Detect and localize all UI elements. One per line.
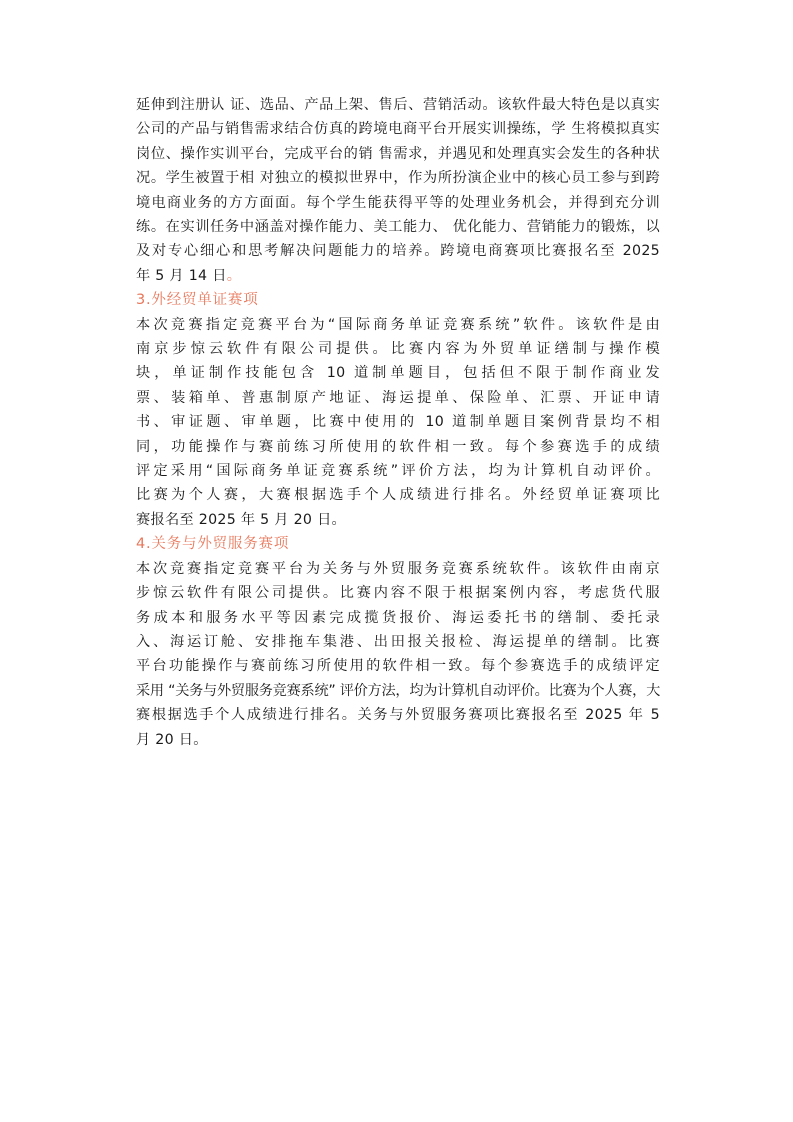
paragraph-line-text: 年 5 月 14 日 (136, 267, 227, 284)
trailing-period: 。 (226, 267, 242, 284)
paragraph-line: 南京步惊云软件有限公司提供。比赛内容为外贸单证缮制与操作模 (136, 341, 660, 358)
paragraph-line: 公司的产品与销售需求结合仿真的跨境电商平台开展实训操练，学 生将模拟真实 (136, 121, 660, 138)
paragraph-line: 延伸到注册认 证、选品、产品上架、售后、营销活动。该软件最大特色是以真实 (136, 97, 660, 113)
paragraph-line: 及对专心细心和思考解决问题能力的培养。跨境电商赛项比赛报名至 2025 (136, 243, 660, 260)
paragraph-line: 赛报名至 2025 年 5 月 20 日。 (136, 511, 347, 528)
paragraph-line: 月 20 日。 (136, 731, 208, 748)
paragraph-line: 入、海运订舱、安排拖车集港、出田报关报检、海运提单的缮制。比赛 (136, 633, 660, 650)
paragraph-line: 块，单证制作技能包含 10 道制单题目，包括但不限于制作商业发 (136, 365, 660, 382)
paragraph-line: 况。学生被置于相 对独立的模拟世界中，作为所扮演企业中的核心员工参与到跨 (136, 170, 660, 187)
paragraph-line: 书、审证题、审单题，比赛中使用的 10 道制单题目案例背景均不相 (136, 414, 660, 431)
section-3-heading: 3.外经贸单证赛项 (136, 292, 259, 309)
section-4-heading: 4.关务与外贸服务赛项 (136, 536, 290, 553)
paragraph-line: 采用 “关务与外贸服务竞赛系统” 评价方法，均为计算机自动评价。比赛为个人赛，大 (136, 682, 660, 699)
paragraph-line: 本次竞赛指定竞赛平台为关务与外贸服务竞赛系统软件。该软件由南京 (136, 560, 660, 577)
paragraph-line: 岗位、操作实训平台，完成平台的销 售需求，并遇见和处理真实会发生的各种状 (136, 145, 660, 162)
paragraph-line: 本次竞赛指定竞赛平台为“国际商务单证竞赛系统”软件。该软件是由 (136, 316, 660, 333)
paragraph-line: 评定采用“国际商务单证竞赛系统”评价方法，均为计算机自动评价。 (136, 463, 660, 480)
paragraph-line: 境电商业务的方方面面。每个学生能获得平等的处理业务机会，并得到充分训 (136, 194, 660, 211)
paragraph-line: 步惊云软件有限公司提供。比赛内容不限于根据案例内容，考虑货代服 (136, 585, 660, 602)
document-page (136, 93, 660, 752)
paragraph-line (136, 264, 660, 288)
section-3-paragraph (136, 313, 660, 533)
section-2-paragraph (136, 93, 660, 288)
section-4-paragraph (136, 557, 660, 752)
paragraph-line: 比赛为个人赛，大赛根据选手个人成绩进行排名。外经贸单证赛项比 (136, 487, 660, 504)
paragraph-line: 务成本和服务水平等因素完成揽货报价、海运委托书的缮制、委托录 (136, 609, 660, 626)
paragraph-line: 同，功能操作与赛前练习所使用的软件相一致。每个参赛选手的成绩 (136, 438, 660, 455)
paragraph-line: 赛根据选手个人成绩进行排名。关务与外贸服务赛项比赛报名至 2025 年 5 (136, 707, 660, 724)
paragraph-line: 练。在实训任务中涵盖对操作能力、美工能力、 优化能力、营销能力的锻炼，以 (136, 219, 660, 236)
paragraph-line: 票、装箱单、普惠制原产地证、海运提单、保险单、汇票、开证申请 (136, 389, 660, 406)
paragraph-line: 平台功能操作与赛前练习所使用的软件相一致。每个参赛选手的成绩评定 (136, 658, 660, 675)
